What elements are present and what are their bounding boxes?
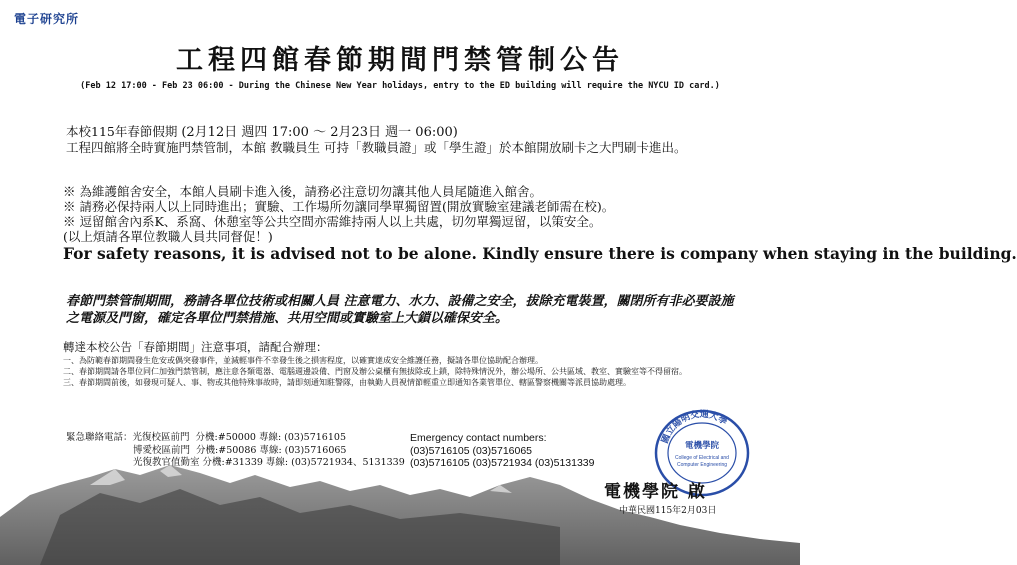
department-logo: 電子研究所 bbox=[14, 12, 80, 26]
rule-item: ※ 為維護館舍安全，本館人員刷卡進入後，請務必注意切勿讓其他人員尾隨進入館舍。 bbox=[63, 184, 542, 199]
access-control-text: 工程四館將全時實施門禁管制，本館 教職員生 可持「教職員證」或「學生證」於本館開放刷卡之大門刷卡進出。 bbox=[66, 140, 687, 155]
english-warning: For safety reasons, it is advised not to be alone. Kindly ensure there is company when staying in the building. bbox=[63, 244, 1017, 263]
contact-row: 博愛校區前門 分機:#50086 專線: (03)5716065 bbox=[133, 444, 347, 456]
holiday-reminder: 春節門禁管制期間，務請各單位技術或相關人員 注意電力、水力、設備之安全，拔除充電裝置，關閉所有非必要設施之電源及門窗，確定各單位門禁措施、共用空間或實驗室上大鎖以確保安全。 bbox=[66, 294, 734, 326]
seal-center-en2: Computer Engineering bbox=[676, 462, 728, 468]
rule-item: ※ 逗留館舍內系K、系窩、休憩室等公共空間亦需維持兩人以上共處，切勿單獨逗留，以策安全。 bbox=[63, 214, 602, 229]
university-notes bbox=[63, 339, 743, 388]
seal-center-en1: College of Electrical and bbox=[675, 455, 729, 461]
emergency-label-en: Emergency contact numbers: bbox=[410, 432, 547, 444]
rule-item: ※ 請務必保持兩人以上同時進出；實驗、工作場所勿讓同學單獨留置(開放實驗室建議老師需在校)。 bbox=[63, 199, 615, 214]
contact-row: 光復校區前門 分機:#50000 專線: (03)5716105 bbox=[132, 432, 346, 443]
issue-date: 中華民國115年2月03日 bbox=[619, 506, 717, 516]
holiday-label: 本校115年春節假期 bbox=[66, 124, 178, 139]
emergency-contacts-zh bbox=[66, 432, 405, 470]
rule-item: (以上煩請各單位教職人員共同督促！) bbox=[63, 229, 273, 244]
holiday-dates: (2月12日 週四 17:00 ～ 2月23日 週一 06:00) bbox=[181, 125, 458, 140]
notes-heading: 轉達本校公告「春節期間」注意事項，請配合辦理： bbox=[63, 340, 328, 354]
holiday-period-line bbox=[66, 121, 458, 140]
notes-item: 二、春節期間請各單位同仁加強門禁管制，應注意各類電器、電腦週邊設備、門窗及辦公桌櫃有無拔除或上鎖，除特殊情況外，辦公場所、公共區域、教室、實驗室等不得留宿。 bbox=[63, 367, 687, 376]
notes-item: 一、為防範春節期間發生危安或偶突發事件，並減輕事件不幸發生後之損害程度，以確實達成安全維護任務，擬請各單位協助配合辦理。 bbox=[63, 356, 543, 365]
seal-center-title: 電機學院 bbox=[684, 441, 720, 451]
page-title: 工程四館春節期間門禁管制公告 bbox=[176, 45, 624, 76]
signature: 電機學院 啟 bbox=[604, 482, 707, 502]
safety-rules bbox=[63, 184, 733, 244]
english-subtitle: (Feb 12 17:00 - Feb 23 06:00 - During the Chinese New Year holidays, entry to the ED building will require the NYCU ID card.) bbox=[80, 81, 720, 91]
seal-ring-text: 國立陽明交通大學 bbox=[660, 409, 729, 446]
emergency-row-en: (03)5716105 (03)5721934 (03)5131339 bbox=[410, 457, 595, 469]
contact-row: 光復教官值勤室 分機:#31339 專線: (03)5721934、5131339 bbox=[133, 457, 405, 468]
emergency-contacts-en bbox=[410, 432, 594, 470]
contacts-label: 緊急聯絡電話： bbox=[66, 432, 133, 443]
emergency-row-en: (03)5716105 (03)5716065 bbox=[410, 444, 533, 457]
notes-item: 三、春節期間前後，如發現可疑人、事、物或其他特殊事故時，請即刻通知駐警隊，由執勤人員視情節輕重立即通知各業管單位、轄區警察機關等派員協助處理。 bbox=[63, 378, 631, 387]
